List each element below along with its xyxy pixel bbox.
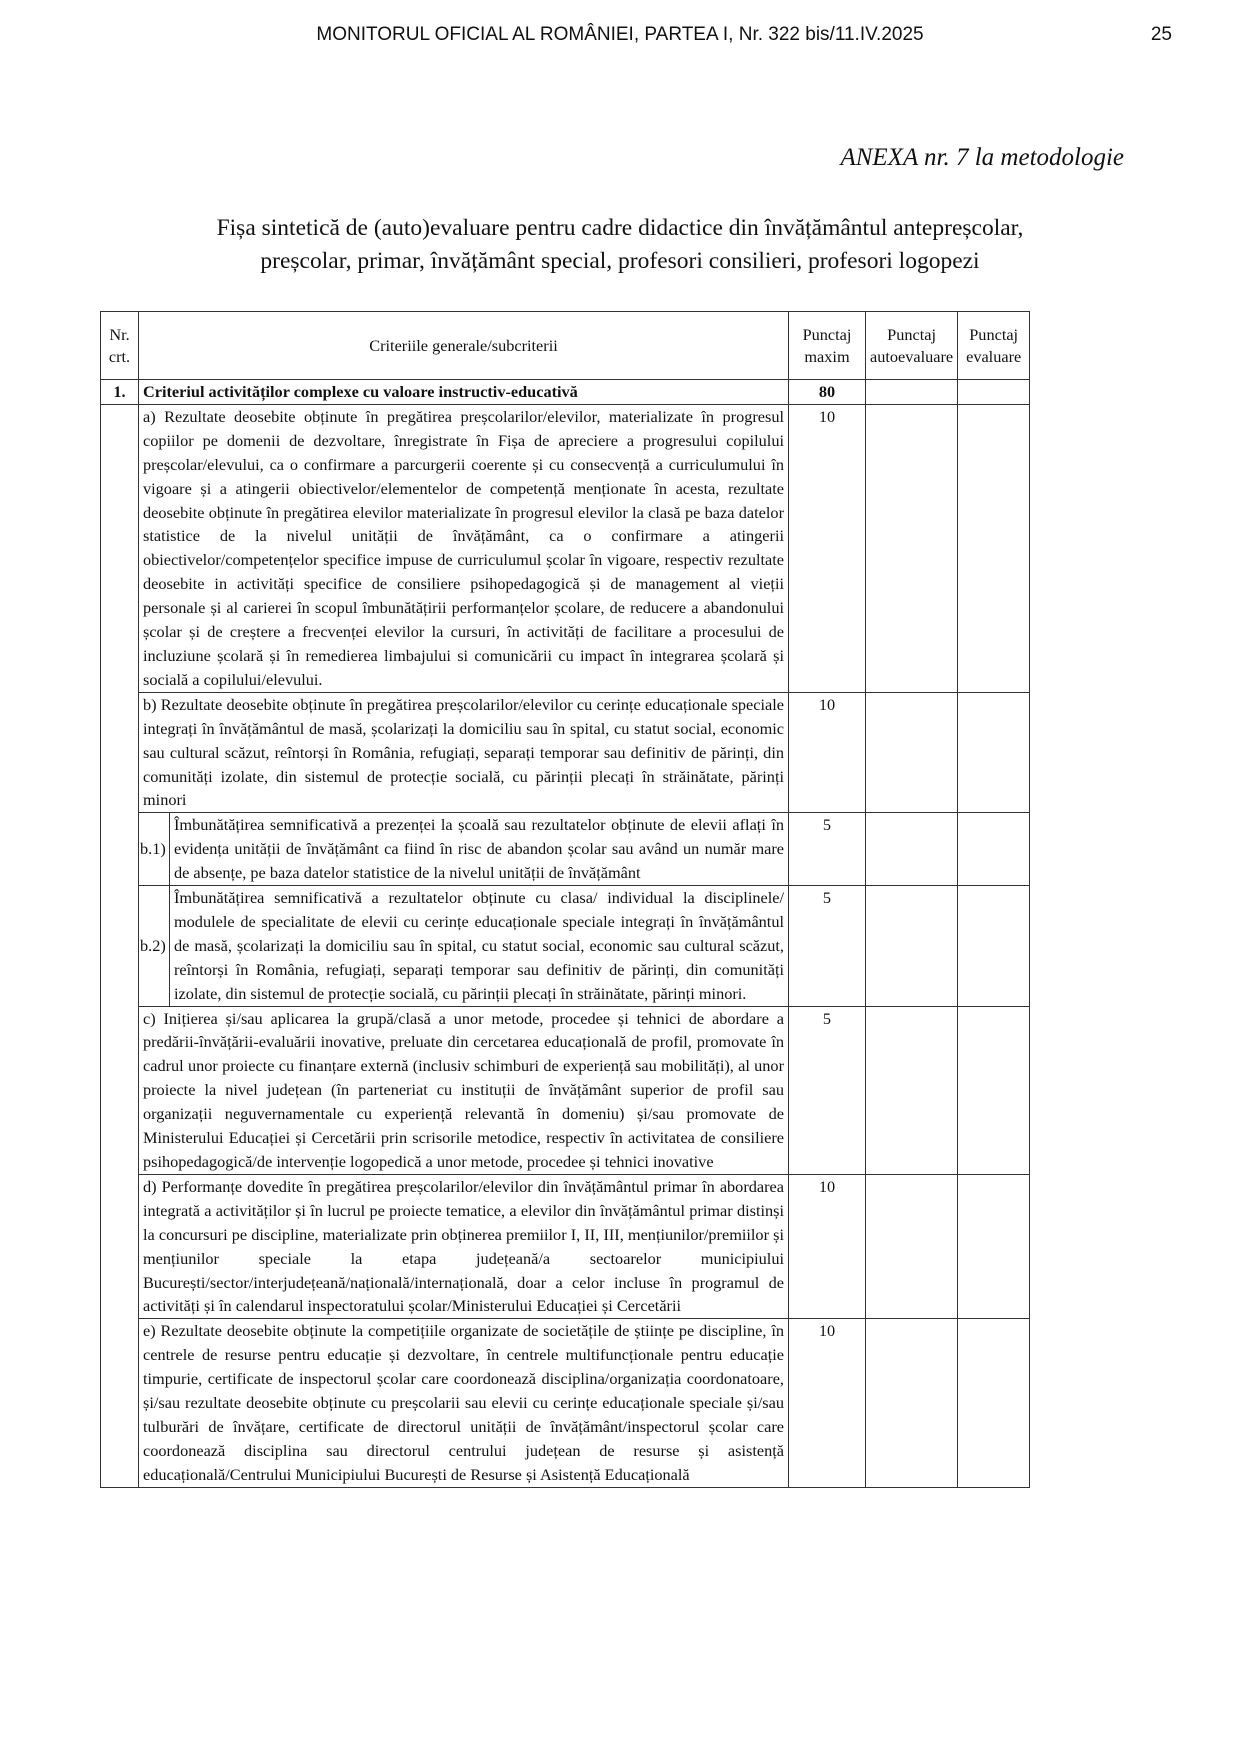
criterion-title: Criteriul activităților complexe cu valoare instructiv-educativă <box>139 380 789 405</box>
subcriterion-b-eval-cell[interactable] <box>958 692 1030 813</box>
document-title <box>100 212 1140 278</box>
page-header <box>0 24 1240 50</box>
subcriterion-a-max: 10 <box>789 404 866 692</box>
subcriterion-b2-text: Îmbunătățirea semnificativă a rezultatelor obținute cu clasa/ individual la disciplinele/ modulele de specialitate de elevii cu cerințe educaționale speciale integrați în învățământul de masă, școlarizați la domiciliu sau în spital, cu statut social, economic sau cultural scăzut, reîntorși în România, refugiați, separați temporar sau definitiv de părinți, din comunități izolate, din sistemul de protecție socială, cu părinții plecați în străinătate, părinți minori. <box>170 886 789 1007</box>
subcriterion-c-eval-cell[interactable] <box>958 1006 1030 1174</box>
annex-label: ANEXA nr. 7 la metodologie <box>840 144 1124 171</box>
header-criteria: Criteriile generale/subcriterii <box>139 312 789 380</box>
criterion-row <box>101 380 1030 405</box>
table-row <box>101 1006 1030 1174</box>
subcriterion-b1-auto-cell[interactable] <box>866 813 958 886</box>
table-row <box>101 886 1030 1007</box>
subcriterion-d-auto-cell[interactable] <box>866 1174 958 1318</box>
subcriterion-d-eval-cell[interactable] <box>958 1174 1030 1318</box>
subcriterion-b2-max: 5 <box>789 886 866 1007</box>
subcriterion-b1-text: Îmbunătățirea semnificativă a prezenței la școală sau rezultatelor obținute de elevii aflați în evidența unității de învățământ ca fiind în risc de abandon școlar sau având un număr mare de absențe, pe baza datelor statistice de la nivelul unității de învățământ <box>170 813 789 886</box>
table-row <box>101 692 1030 813</box>
subcriterion-b1-max: 5 <box>789 813 866 886</box>
subcriterion-a-eval-cell[interactable] <box>958 404 1030 692</box>
subcriterion-b2-number: b.2) <box>139 886 170 1007</box>
subcriterion-b-auto-cell[interactable] <box>866 692 958 813</box>
subcriterion-b2-auto-cell[interactable] <box>866 886 958 1007</box>
publication-title: MONITORUL OFICIAL AL ROMÂNIEI, PARTEA I, Nr. 322 bis/11.IV.2025 <box>316 24 924 45</box>
subcriterion-b-max: 10 <box>789 692 866 813</box>
subcriterion-b-text: b) Rezultate deosebite obținute în pregătirea preșcolarilor/elevilor cu cerințe educaționale speciale integrați în învățământul de masă, școlarizați la domiciliu sau în spital, cu statut social, economic sau cultural scăzut, reîntorși în România, refugiați, separați temporar sau definitiv de părinți, din comunități izolate, din sistemul de protecție socială, cu părinții plecați în străinătate, părinți minori <box>139 692 789 813</box>
table-row <box>101 813 1030 886</box>
document-title-line-1: Fișa sintetică de (auto)evaluare pentru cadre didactice din învățământul antepreșcolar, <box>216 215 1024 241</box>
header-auto: Punctaj autoevaluare <box>866 312 958 380</box>
criterion-auto-cell[interactable] <box>866 380 958 405</box>
document-title-line-2: preșcolar, primar, învățământ special, profesori consilieri, profesori logopezi <box>260 248 980 274</box>
table-header-row <box>101 312 1030 380</box>
subcriterion-b1-eval-cell[interactable] <box>958 813 1030 886</box>
subcriterion-d-text: d) Performanțe dovedite în pregătirea preșcolarilor/elevilor din învățământul primar în abordarea integrată a activităților și în lucrul pe proiecte tematice, a elevilor din învățământul primar distinși la concursuri pe discipline, materializate prin obținerea premiilor I, II, III, mențiunilor/premiilor și mențiunilor speciale la etapa județeană/a sectoarelor municipiului București/sector/interjudețeană/națională/internațională, doar a celor incluse în programul de activități și în calendarul inspectoratului școlar/Ministerului Educației și Cercetării <box>139 1174 789 1318</box>
criterion-max: 80 <box>789 380 866 405</box>
subcriterion-b2-eval-cell[interactable] <box>958 886 1030 1007</box>
table-row <box>101 1319 1030 1487</box>
subcriterion-b1-number: b.1) <box>139 813 170 886</box>
subcriterion-a-text: a) Rezultate deosebite obținute în pregătirea preșcolarilor/elevilor, materializate în progresul copiilor pe domenii de dezvoltare, înregistrate în Fișa de apreciere a progresului copilului preșcolar/elevului, ca o confirmare a parcurgerii coerente și cu consecvență a curriculumului în vigoare și a atingerii obiectivelor/elementelor de competență menționate în acesta, rezultate deosebite obținute în pregătirea elevilor materializate în progresul elevilor la clasă pe baza datelor statistice de la nivelul unității de învățământ, ca o confirmare a atingerii obiectivelor/competențelor specifice impuse de curriculumul școlar în vigoare, respectiv rezultate deosebite in activități specifice de consiliere psihopedagogică și de management al vieții personale și al carierei în scopul îmbunătățirii performanțelor școlare, de reducere a abandonului școlar și de creștere a frecvenței elevilor la cursuri, în activități de facilitare a procesului de incluziune școlară și în remedierea limbajului si comunicării cu impact în integrarea școlară și socială a copilului/elevului. <box>139 404 789 692</box>
table-row <box>101 1174 1030 1318</box>
subcriterion-d-max: 10 <box>789 1174 866 1318</box>
table-row <box>101 404 1030 692</box>
criterion-number: 1. <box>101 380 139 405</box>
subcriterion-e-text: e) Rezultate deosebite obținute la competițiile organizate de societățile de științe pe discipline, în centrele de resurse pentru educație și dezvoltare, în centrele multifuncționale pentru educație timpurie, certificate de inspectorul școlar care coordonează disciplina/organizația coordonatoare, și/sau rezultate deosebite obținute cu preșcolarii sau elevii cu cerințe educaționale speciale și/sau tulburări de învățare, certificate de directorul unității de învățământ/inspectorul școlar care coordonează disciplina sau directorul centrului județean de resurse și asistență educațională/Centrului Municipiului București de Resurse și Asistență Educațională <box>139 1319 789 1487</box>
nr-spacer-cell <box>101 404 139 1487</box>
subcriterion-e-auto-cell[interactable] <box>866 1319 958 1487</box>
subcriterion-c-text: c) Inițierea și/sau aplicarea la grupă/clasă a unor metode, procedee și tehnici de abordare a predării-învățării-evaluării inovative, preluate din cercetarea educațională de profil, promovate în cadrul unor proiecte cu finanțare externă (inclusiv schimburi de experiență sau mobilități), al unor proiecte la nivel județean (în parteneriat cu instituții de învățământ superior de profil sau organizații neguvernamentale cu experiență relevantă în domeniu) și/sau promovate de Ministerului Educației și Cercetării prin scrisorile metodice, respectiv în activitatea de consiliere psihopedagogică/de intervenție logopedică a unor metode, procedee și tehnici inovative <box>139 1006 789 1174</box>
subcriterion-e-max: 10 <box>789 1319 866 1487</box>
subcriterion-c-max: 5 <box>789 1006 866 1174</box>
header-eval: Punctaj evaluare <box>958 312 1030 380</box>
page-number: 25 <box>1150 24 1172 45</box>
evaluation-table <box>100 311 1030 1488</box>
criterion-eval-cell[interactable] <box>958 380 1030 405</box>
header-max: Punctaj maxim <box>789 312 866 380</box>
subcriterion-c-auto-cell[interactable] <box>866 1006 958 1174</box>
header-nr: Nr. crt. <box>101 312 139 380</box>
subcriterion-e-eval-cell[interactable] <box>958 1319 1030 1487</box>
subcriterion-a-auto-cell[interactable] <box>866 404 958 692</box>
